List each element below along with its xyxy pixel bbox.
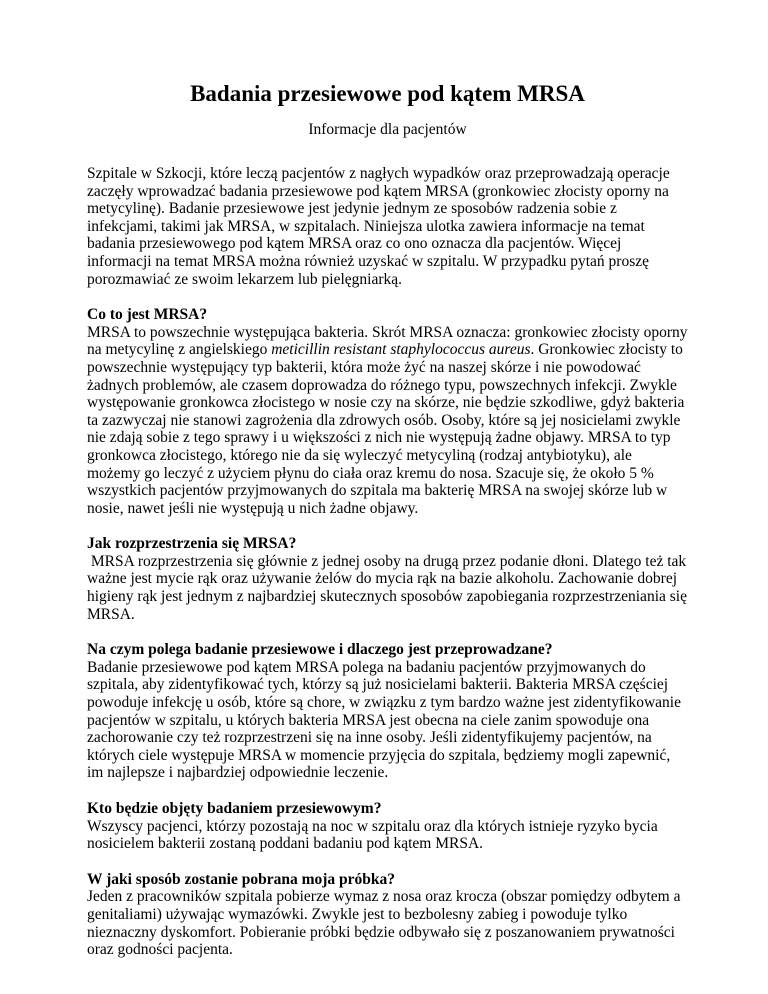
document-title: Badania przesiewowe pod kątem MRSA [190, 81, 585, 106]
section-heading: Na czym polega badanie przesiewowe i dlaczego jest przeprowadzane? [87, 641, 553, 659]
section-body: Badanie przesiewowe pod kątem MRSA polega na badaniu pacjentów przyjmowanych do szpitala, aby zidentyfikować tych, którzy są już nosicielami bakterii. Bakteria MRSA częściej powoduje infekcję u osób, które są chore, w związku z tym bardzo ważne jest zidentyfikowanie pacjentów w szpitalu, u których bakteria MRSA jest obecna na ciele zanim spowoduje ona zachorowanie czy też rozprzestrzeni się na inne osoby. Jeśli zidentyfikujemy pacjentów, na których ciele występuje MRSA w momencie przyjęcia do szpitala, będziemy mogli zapewnić, im najlepsze i najbardziej odpowiednie leczenie. [87, 658, 681, 782]
section-what-is-mrsa [87, 306, 688, 517]
section-body: MRSA rozprzestrzenia się głównie z jednej osoby na drugą przez podanie dłoni. Dlatego też tak ważne jest mycie rąk oraz używanie żelów do mycia rąk na bazie alkoholu. Zachowanie dobrej higieny rąk jest jednym z najbardziej skutecznych sposobów zapobiegania rozprzestrzeniania się MRSA. [87, 552, 691, 623]
section-heading: Jak rozprzestrzenia się MRSA? [87, 535, 297, 553]
section-body-text: MRSA to powszechnie występująca bakteria. Skrót MRSA oznacza: gronkowiec złocisty oporny na metycylinę z angielskiego [87, 323, 688, 359]
section-body: Wszyscy pacjenci, którzy pozostają na noc w szpitalu oraz dla których istnieje ryzyko bycia nosicielem bakterii zostaną poddani badaniu pod kątem MRSA. [87, 817, 658, 853]
intro-paragraph: Szpitale w Szkocji, które leczą pacjentów z nagłych wypadków oraz przeprowadzają operacje zaczęły wprowadzać badania przesiewowe pod kątem MRSA (gronkowiec złocisty oporny na metycylinę). Badanie przesiewowe jest jedynie jednym ze sposobów radzenia sobie z infekcjami, takimi jak MRSA, w szpitalach. Niniejsza ulotka zawiera informacje na temat badania przesiewowego pod kątem MRSA oraz co ono oznacza dla pacjentów. Więcej informacji na temat MRSA można również uzyskać w szpitalu. W przypadku pytań proszę porozmawiać ze swoim lekarzem lub pielęgniarką. [87, 165, 670, 288]
section-heading: W jaki sposób zostanie pobrana moja próbka? [87, 870, 396, 888]
section-body [87, 324, 688, 518]
section-who-is-screened [87, 800, 688, 853]
section-heading: Kto będzie objęty badaniem przesiewowym? [87, 800, 382, 817]
document-subtitle: Informacje dla pacjentów [308, 121, 467, 138]
section-body: Jeden z pracowników szpitala pobierze wymaz z nosa oraz krocza (obszar pomiędzy odbytem a genitaliami) używając wymazówki. Zwykle jest to bezbolesny zabieg i powoduje tylko nieznaczny dyskomfort. Pobieranie próbki będzie odbywało się z poszanowaniem prywatności oraz godności pacjenta. [87, 888, 681, 959]
section-how-mrsa-spreads [87, 535, 691, 623]
section-what-is-screening [87, 641, 688, 782]
section-how-sample-taken [87, 871, 688, 959]
section-body-text: . Gronkowiec złocisty to powszechnie występujący typ bakterii, która może żyć na naszej skórze i nie powodować żadnych problemów, ale czasem doprowadza do różnego typu, powszechnych infekcji. Zwykle występowanie gronkowca złocistego w nosie czy na skórze, nie będzie szkodliwe, gdyż bakteria ta zazwyczaj nie stanowi zagrożenia dla zdrowych osób. Osoby, które są jej nosicielami zwykle nie zdają sobie z tego sprawy i u większości z nich nie występują żadne objawy. MRSA to typ gronkowca złocistego, którego nie da się wyleczyć metycyliną (rodzaj antybiotyku), ale możemy go leczyć z użyciem płynu do ciała oraz kremu do nosa. Szacuje się, że około 5 % wszystkich pacjentów przyjmowanych do szpitala ma bakterię MRSA na swojej skórze lub w nosie, nawet jeśli nie występują u nich żadne objawy. [87, 341, 685, 517]
section-heading: Co to jest MRSA? [87, 306, 208, 324]
latin-term: meticillin resistant staphylococcus aureus [271, 341, 531, 359]
